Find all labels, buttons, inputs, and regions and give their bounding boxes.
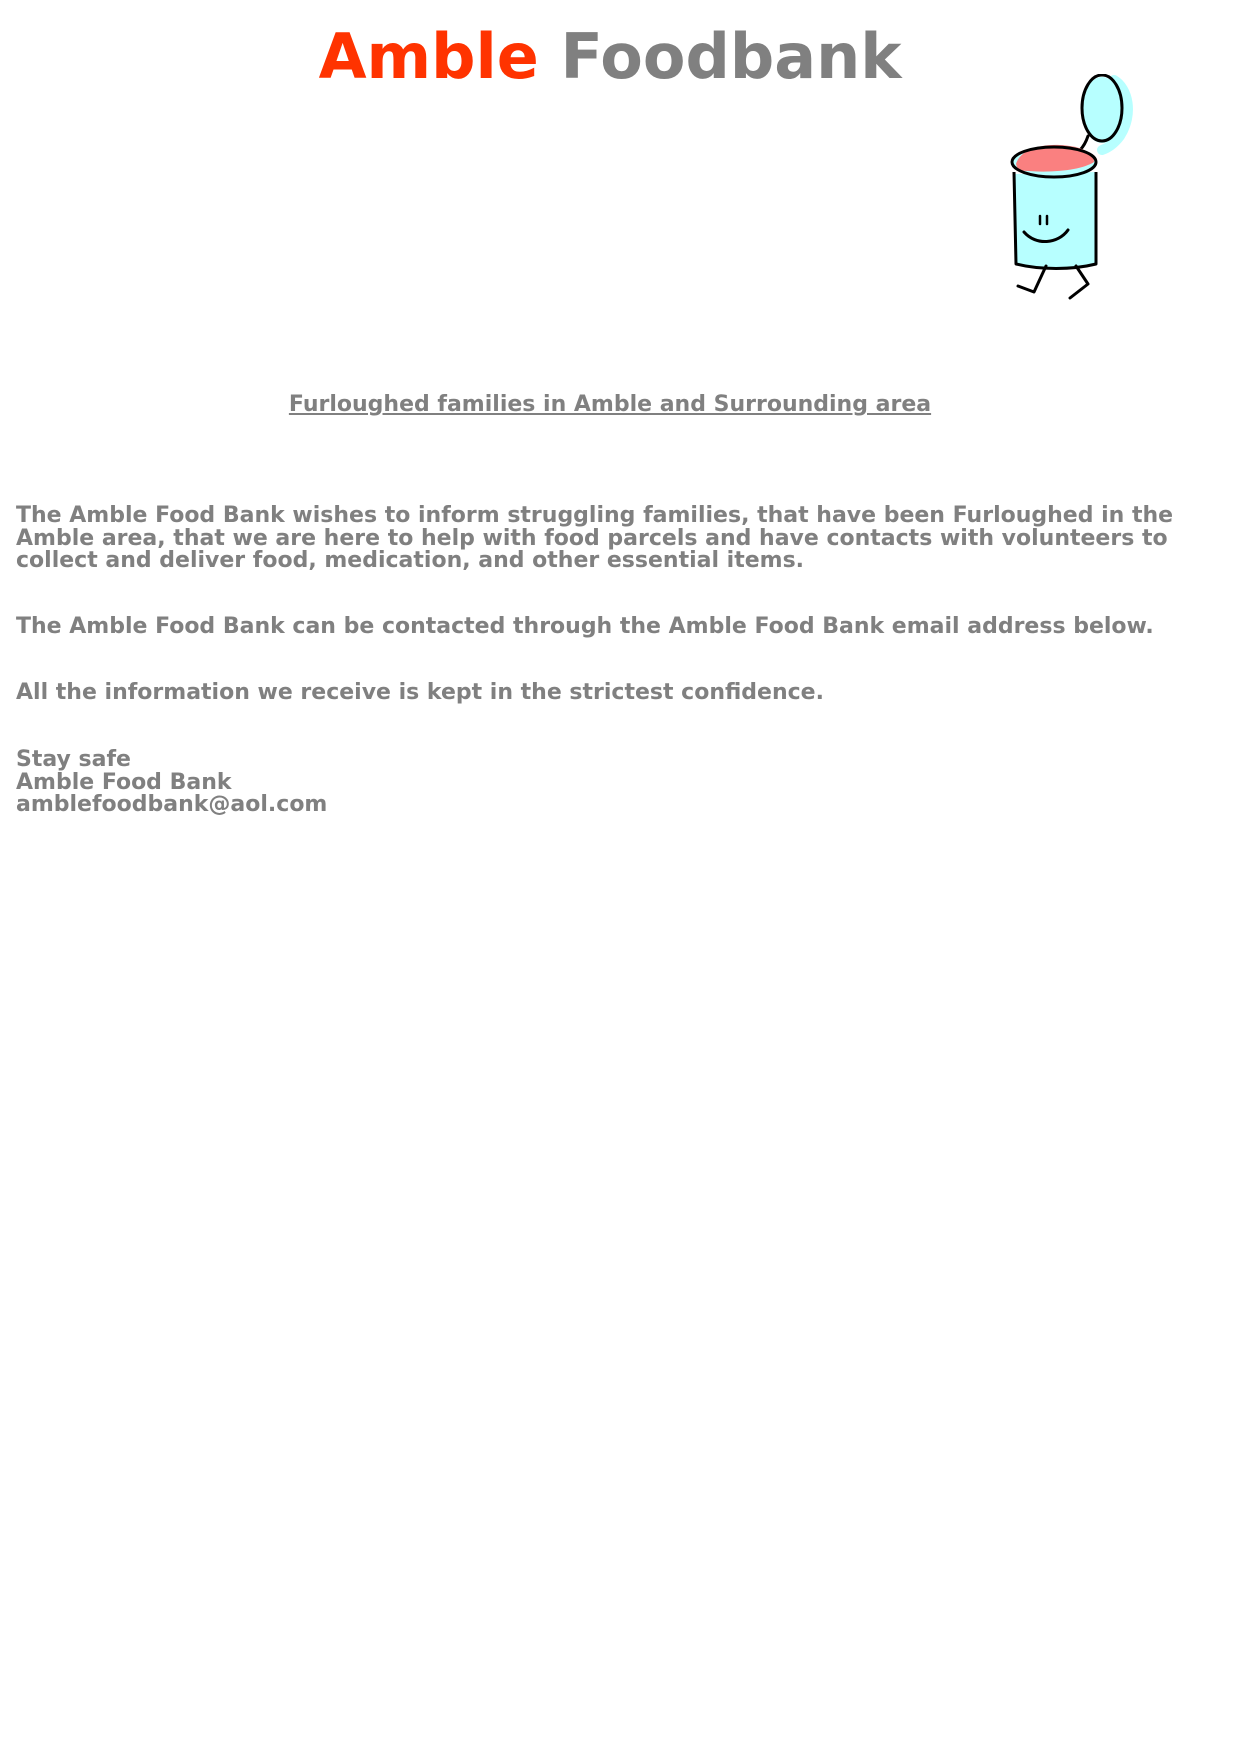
signoff bbox=[16, 749, 1216, 817]
title-word-amble: Amble bbox=[318, 20, 539, 93]
confidentiality-paragraph: All the information we receive is kept in the strictest confidence. bbox=[16, 680, 824, 705]
title-word-foodbank: Foodbank bbox=[560, 20, 902, 93]
intro-paragraph: The Amble Food Bank wishes to inform struggling families, that have been Furloughed in the Amble area, that we are here to help with food parcels and have contacts with volunteers to collect and deliver food, medication, and other essential items. bbox=[16, 503, 1174, 573]
signoff-stay-safe: Stay safe bbox=[16, 747, 131, 772]
contact-email: amblefoodbank@aol.com bbox=[16, 792, 328, 817]
subtitle: Furloughed families in Amble and Surrounding area bbox=[288, 392, 932, 417]
smiling-food-can-icon bbox=[1010, 74, 1160, 306]
contact-paragraph: The Amble Food Bank can be contacted through the Amble Food Bank email address below. bbox=[16, 614, 1154, 639]
signoff-organisation: Amble Food Bank bbox=[16, 769, 232, 795]
